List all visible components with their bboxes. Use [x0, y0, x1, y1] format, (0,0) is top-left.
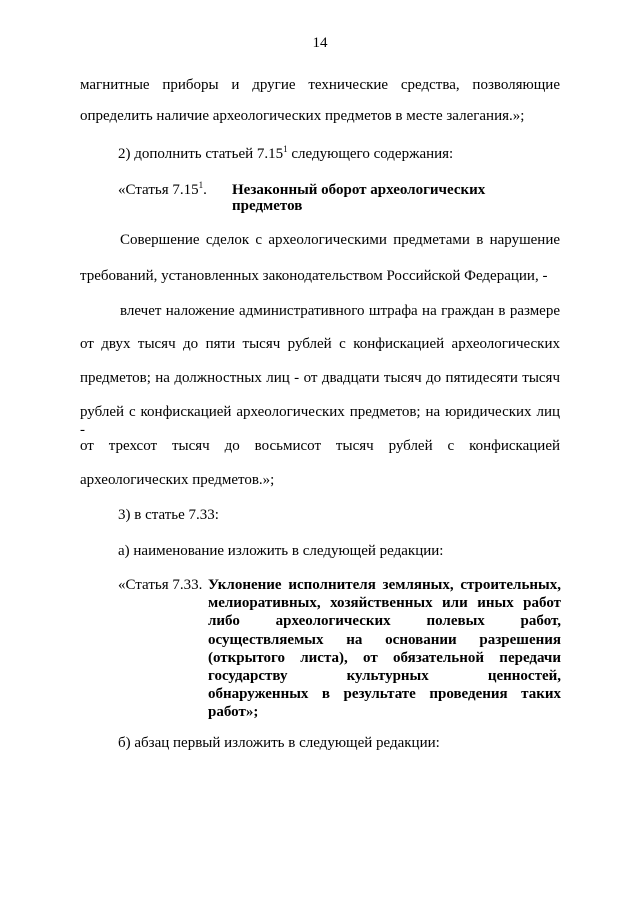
paragraph-line: рублей с конфискацией археологических предметов; на юридических лиц - [80, 404, 560, 438]
article-title-line: либо археологических полевых работ, [208, 613, 561, 630]
article-label [118, 181, 207, 199]
article-title-line: Уклонение исполнителя земляных, строительных, [208, 577, 561, 593]
paragraph-line: Совершение сделок с археологическими предметами в нарушение [120, 232, 560, 248]
article-title-line: работ»; [208, 704, 259, 721]
paragraph-line: от трехсот тысяч до восьмисот тысяч рублей с конфискацией [80, 438, 560, 454]
article-title-line-2: предметов [232, 198, 303, 214]
article-label: «Статья 7.33. [118, 577, 203, 593]
article-title-line: осуществляемых на основании разрешения [208, 631, 561, 648]
amendment-item-2-tail: следующего содержания: [287, 146, 454, 162]
text-line-2: определить наличие археологических предметов в месте залегания.»; [80, 108, 525, 124]
article-label-dot: . [203, 182, 207, 198]
paragraph-line: от двух тысяч до пяти тысяч рублей с конфискацией археологических [80, 336, 560, 352]
article-title-line: государству культурных ценностей, [208, 668, 561, 685]
article-title-line-1: Незаконный оборот археологических [232, 182, 486, 198]
amendment-item-2-text: 2) дополнить статьей 7.15 [118, 146, 284, 162]
article-title-line: обнаруженных в результате проведения таких [208, 686, 561, 703]
superscript: 1 [198, 180, 204, 190]
amendment-item-3: 3) в статье 7.33: [118, 507, 219, 523]
article-title-line: мелиоративных, хозяйственных или иных работ [208, 595, 561, 612]
amendment-subitem-b: б) абзац первый изложить в следующей редакции: [118, 735, 440, 751]
superscript: 1 [283, 144, 288, 154]
paragraph-line: требований, установленных законодательством Российской Федерации, - [80, 268, 548, 284]
page-number: 14 [312, 35, 328, 51]
paragraph-line: влечет наложение административного штрафа на граждан в размере [120, 303, 560, 319]
paragraph-line: предметов; на должностных лиц - от двадцати тысяч до пятидесяти тысяч [80, 370, 560, 386]
article-title-line: (открытого листа), от обязательной передачи [208, 649, 561, 666]
paragraph-line: археологических предметов.»; [80, 472, 275, 488]
text-line-1: магнитные приборы и другие технические средства, позволяющие [80, 77, 560, 93]
amendment-item-2 [118, 145, 598, 163]
article-label-text: «Статья 7.15 [118, 182, 199, 198]
amendment-subitem-a: а) наименование изложить в следующей редакции: [118, 543, 444, 559]
article-title-block [208, 576, 561, 722]
